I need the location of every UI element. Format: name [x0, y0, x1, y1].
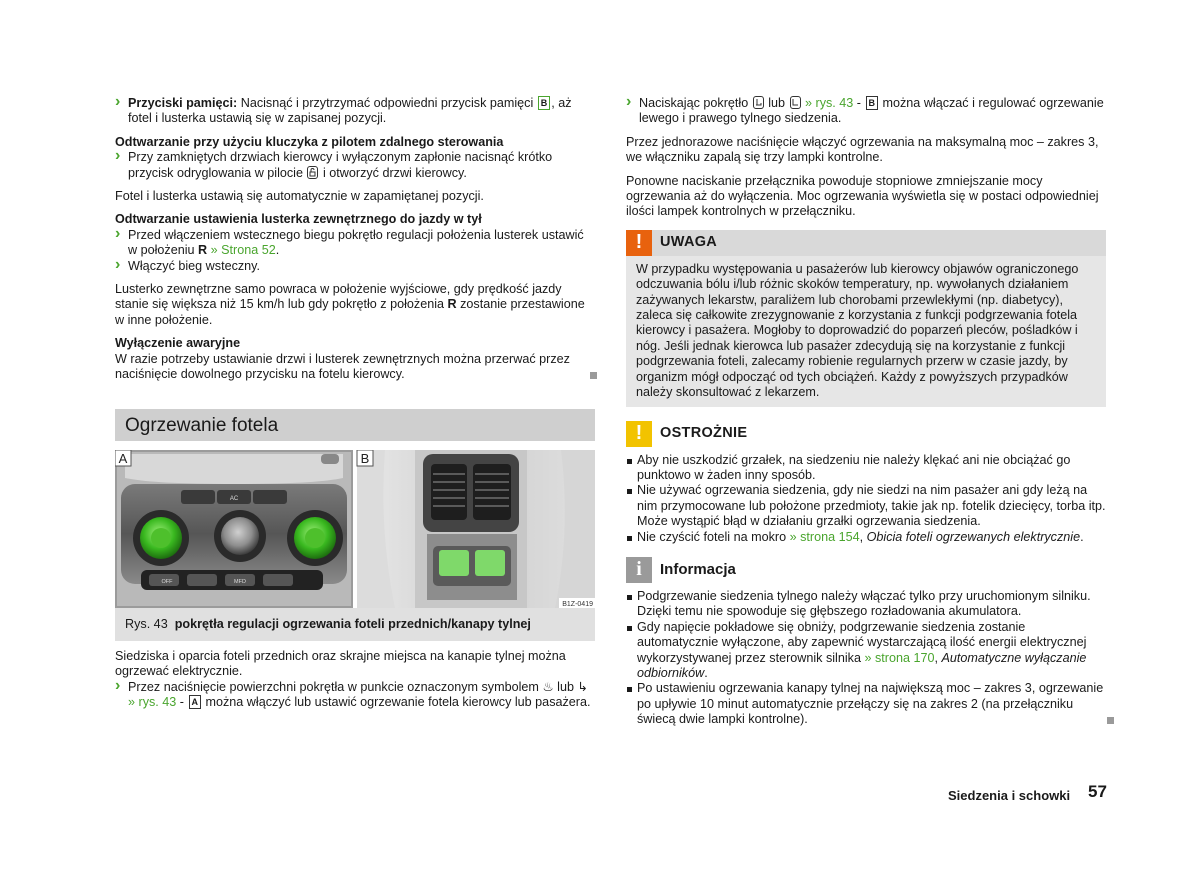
section-title: Ogrzewanie fotela [115, 409, 595, 441]
text: Gdy napięcie pokładowe się obniży, podgrzewanie siedzenia zostanie automatycznie wyłączone, aby zapewnić wystarczającą ilość energii elektrycznej wykorzystywanej przez sterownik silnika [637, 619, 1087, 665]
text: Nie czyścić foteli na mokro [637, 529, 787, 544]
figure-caption [115, 608, 595, 641]
figure-43 [115, 450, 595, 608]
memory-buttons-label: Przyciski pamięci: [128, 96, 238, 110]
caution-header [626, 421, 1106, 447]
text: Naciskając pokrętło [639, 96, 752, 110]
info-item: Podgrzewanie siedzenia tylnego należy włączać tylko przy uruchomionym silniku. Dzięki temu nie spowoduje się głębszego rozładowania akumulatora. [626, 589, 1106, 620]
info-box [626, 557, 1106, 728]
text: lub [764, 96, 789, 110]
mirror-reverse-heading: Odtwarzanie ustawienia lusterka zewnętrznego do jazdy w tył [115, 212, 482, 227]
text: Przed włączeniem wstecznego biegu pokrętło regulacji położenia lusterek ustawić w położeniu [128, 227, 584, 258]
text: - [853, 96, 865, 110]
mirror-return-paragraph [115, 282, 595, 328]
section-end-marker [1107, 717, 1114, 724]
mirror-reverse-step-1 [115, 228, 595, 259]
backrest-heat-key-icon [790, 96, 801, 109]
emergency-stop-heading: Wyłączenie awaryjne [115, 336, 241, 351]
fig-off-label: OFF [161, 578, 173, 585]
position-r-symbol: R [198, 243, 208, 258]
memory-key-b: B [538, 96, 551, 110]
auto-position-text: Fotel i lusterka ustawią się automatycznie w zapamiętanej pozycji. [115, 189, 484, 204]
section-end-marker [590, 372, 597, 379]
info-title: Informacja [660, 561, 736, 579]
text: , aż fotel i lusterka ustawią się w zapisanej pozycji. [128, 96, 572, 126]
text: i otworzyć drzwi kierowcy. [319, 165, 467, 180]
warning-text: W przypadku występowania u pasażerów lub kierowcy objawów ograniczonego odczuwania bólu i/lub różnic skoków temperatury, np. wywołanych działaniem zażywanych lekarstw, paraliżem lub chorobami przewlekłymi (np. diabetycy), zaleca się całkowite zrezygnowanie z korzystania z funkcji podgrzewania fotela kierowcy i pasażera. Mogłoby to doprowadzić do poparzeń pleców, pośladków i nóg. Jeśli jednak kierowca lub pasażer zdecydują się na korzystanie z funkcji podgrzewania foteli, zalecamy robienie regularnych przerw w czasie jazdy, by organizm mógł odpocząć od tych obciążeń. Każdy z powyższych przypadków należy skonsultować z lekarzem. [636, 261, 1079, 400]
caution-icon: ! [626, 421, 652, 447]
page-link[interactable]: » Strona 52 [207, 243, 276, 258]
caution-item: Nie używać ogrzewania siedzenia, gdy nie siedzi na nim pasażer ani gdy leżą na nim przymocowane lub położone przedmioty, takie jak np. fotelik dziecięcy, torba itp. Może wystąpić błąd w działaniu grzałki ogrzewania siedzenia. [626, 483, 1106, 529]
caution-item [626, 530, 1106, 545]
text: Przez naciśnięcie powierzchni pokrętła w punkcie oznaczonym symbolem [128, 679, 543, 694]
seat-heat-key-icon [753, 96, 764, 109]
warning-header [626, 230, 1106, 256]
remote-key-paragraph [115, 150, 595, 181]
unlock-key-icon [307, 166, 318, 179]
text: . [275, 243, 280, 258]
figure-link[interactable]: » rys. 43 [128, 695, 177, 710]
text: Automatyczne wyłączanie odbiorników [637, 650, 1087, 680]
text: można włączać i regulować ogrzewanie lewego i prawego tylnego siedzenia. [639, 96, 1104, 126]
caution-item: Aby nie uszkodzić grzałek, na siedzeniu nie należy klękać ani nie obciążać go punktowo w żaden inny sposób. [626, 453, 1106, 484]
info-header [626, 557, 1106, 583]
power-reduce-text: Ponowne naciskanie przełącznika powoduje stopniowe zmniejszanie mocy ogrzewania aż do wyłączenia. Moc ogrzewania wyświetla się w postaci odpowiedniej ilości lampek kontrolnych w przełączniku. [626, 173, 1099, 219]
text: można włączyć lub ustawić ogrzewanie fotela kierowcy lub pasażera. [202, 695, 591, 710]
page-link[interactable]: » strona 154 [786, 529, 860, 544]
figure-key-b: B [866, 96, 879, 110]
text: . [1080, 529, 1084, 544]
info-icon: i [626, 557, 652, 583]
text: , [859, 529, 867, 544]
backrest-heat-icon: ↳ [577, 679, 589, 694]
text: zostanie przestawione w inne położenie. [115, 297, 585, 327]
figure-link[interactable]: » rys. 43 [801, 96, 854, 110]
info-item [626, 681, 1106, 727]
text: lub [553, 679, 578, 694]
text: - [176, 695, 188, 710]
warning-box [626, 230, 1106, 407]
fig-label-b: B [360, 450, 370, 466]
caption-text: pokrętła regulacji ogrzewania foteli przednich/kanapy tylnej [174, 616, 531, 631]
text: W razie potrzeby ustawianie drzwi i lusterek zewnętrznych można przerwać przez naciśnięcie dowolnego przycisku na fotelu kierowcy. [115, 351, 570, 382]
text: Przy zamkniętych drzwiach kierowcy i wyłączonym zapłonie nacisnąć krótko przycisk odryglowania w pilocie [128, 150, 553, 180]
fig-label-a: A [118, 450, 128, 466]
info-item [626, 620, 1106, 682]
warning-title: UWAGA [660, 234, 718, 251]
footer-chapter-title: Siedzenia i schowki [948, 788, 1071, 803]
memory-buttons-paragraph [115, 96, 595, 127]
figure-43-image [115, 450, 595, 608]
fig-ac-label: AC [229, 495, 239, 502]
page-link[interactable]: » strona 170 [860, 650, 935, 665]
warning-icon: ! [626, 230, 652, 256]
seat-heat-icon: ♨ [542, 679, 554, 694]
text: Po ustawieniu ogrzewania kanapy tylnej na największą moc – zakres 3, ogrzewanie po upływie 10 minut automatycznie przełączy się na zakres 2 (na przełączniku świecą dwie lampki kontrolne). [637, 681, 1104, 727]
text: Lusterko zewnętrzne samo powraca w położenie wyjściowe, gdy prędkość jazdy stanie się większa niż 15 km/h lub gdy pokrętło z położenia [115, 282, 562, 312]
text: . [704, 665, 708, 680]
figure-key-a: A [189, 695, 202, 709]
remote-key-heading: Odtwarzanie przy użyciu kluczyka z pilotem zdalnego sterowania [115, 134, 504, 149]
fig-mfd-label: MFD [234, 578, 246, 585]
right-column [626, 96, 1106, 728]
emergency-stop-paragraph [115, 352, 595, 383]
left-column [115, 96, 595, 711]
caption-number: Rys. 43 [125, 616, 168, 631]
rear-heating-step [626, 96, 1106, 127]
text: Nacisnąć i przytrzymać odpowiedni przycisk pamięci [237, 96, 537, 110]
caution-title: OSTROŻNIE [660, 424, 748, 441]
front-heating-step [115, 680, 595, 711]
fig-code: B1Z-0419 [562, 600, 593, 608]
text: Obicia foteli ogrzewanych elektrycznie [866, 529, 1081, 544]
caution-box [626, 421, 1106, 545]
max-power-text: Przez jednorazowe naciśnięcie włączyć ogrzewania na maksymalną moc – zakres 3, we włączniku zapalą się trzy lampki kontrolne. [626, 134, 1099, 165]
mirror-reverse-step-2: › Włączyć bieg wsteczny. [115, 259, 595, 274]
position-r-symbol: R [447, 297, 457, 312]
heating-intro-text: Siedziska i oparcia foteli przednich oraz skrajne miejsca na kanapie tylnej można ogrzewać elektrycznie. [115, 648, 566, 679]
text: , [934, 650, 942, 665]
page-number: 57 [1088, 782, 1107, 801]
